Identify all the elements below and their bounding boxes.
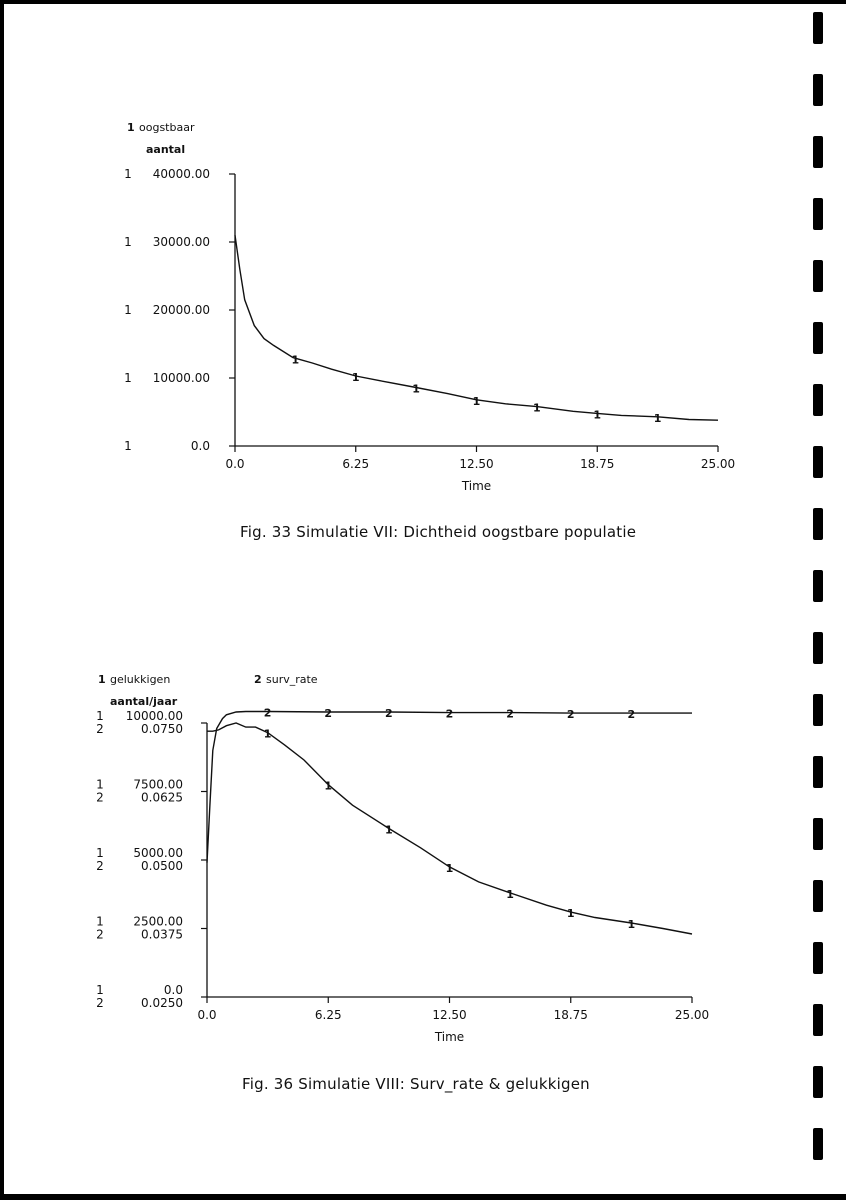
- x-tick-label: 6.25: [314, 1008, 342, 1022]
- y-tick-label: 10000.00: [125, 709, 183, 723]
- y-axis-marker: 1: [124, 303, 132, 317]
- y-axis-marker: 1: [124, 167, 132, 181]
- y-axis-marker: 2: [96, 927, 104, 942]
- series-point-marker: 2: [627, 708, 636, 722]
- series-point-marker: 1: [291, 353, 300, 367]
- y-axis-marker: 1: [124, 439, 132, 453]
- series-point-marker: 1: [263, 727, 272, 741]
- y-axis-marker: 1: [96, 709, 104, 723]
- series-point-marker: 2: [566, 708, 575, 722]
- series-point-marker: 2: [263, 706, 272, 720]
- y-tick-label: 7500.00: [133, 777, 183, 792]
- series-point-marker: 1: [445, 861, 454, 875]
- x-tick-label: 25.00: [700, 457, 736, 471]
- x-tick-label: 0.0: [197, 1008, 217, 1022]
- x-tick-label: 12.50: [432, 1008, 467, 1022]
- series-point-marker: 1: [506, 887, 514, 901]
- chart-oogstbaar: [0, 0, 846, 560]
- y-axis-label: aantal/jaar: [110, 695, 178, 708]
- series-point-marker: 1: [627, 918, 636, 932]
- y-axis-marker: 1: [96, 914, 104, 929]
- series-point-marker: 2: [324, 707, 333, 721]
- y-axis-label: aantal: [146, 143, 186, 156]
- x-tick-label: 0.0: [225, 457, 245, 471]
- figure-caption: Fig. 36 Simulatie VIII: Surv_rate & gelukkigen: [242, 1075, 590, 1093]
- legend-label: gelukkigen: [110, 673, 171, 686]
- series-point-marker: 1: [533, 401, 541, 415]
- y-axis-marker: 2: [96, 859, 104, 873]
- series-point-marker: 1: [566, 907, 575, 921]
- y-tick-label: 2500.00: [133, 914, 183, 929]
- series-point-marker: 1: [324, 779, 333, 793]
- series-point-marker: 1: [593, 408, 602, 422]
- x-tick-label: 18.75: [580, 457, 615, 471]
- y-axis-marker: 1: [124, 371, 132, 385]
- legend-marker: 1: [98, 673, 106, 686]
- x-axis-label: Time: [461, 479, 492, 493]
- series-point-marker: 1: [653, 411, 662, 425]
- y-axis-marker: 1: [96, 846, 104, 860]
- series-point-marker: 1: [472, 394, 481, 408]
- series-point-marker: 2: [506, 707, 514, 721]
- y-axis-marker: 2: [96, 996, 104, 1010]
- figure-caption: Fig. 33 Simulatie VII: Dichtheid oogstbare populatie: [240, 523, 637, 541]
- binding-ring: [813, 570, 823, 602]
- y-axis-marker: 2: [96, 790, 104, 805]
- y-tick-label: 5000.00: [133, 846, 183, 860]
- x-axis-label: Time: [434, 1030, 465, 1044]
- series-point-marker: 1: [351, 370, 360, 384]
- series-point-marker: 2: [445, 707, 454, 721]
- x-tick-label: 6.25: [342, 457, 370, 471]
- legend-label: surv_rate: [266, 673, 318, 686]
- chart-surv-rate-gelukkigen: [0, 600, 846, 1200]
- series-line-surv-rate: [207, 712, 692, 863]
- legend-marker: 2: [254, 673, 262, 686]
- y-axis-marker: 1: [96, 983, 104, 997]
- y-tick-label: 0.0: [190, 439, 210, 453]
- y-tick-label: 0.0500: [141, 859, 183, 873]
- series-line-gelukkigen: [207, 723, 692, 934]
- y-tick-label: 20000.00: [152, 303, 210, 317]
- y-tick-label: 0.0: [163, 983, 183, 997]
- series-point-marker: 2: [385, 707, 393, 721]
- y-axis-marker: 1: [96, 777, 104, 792]
- series-line-oogstbaar: [235, 235, 718, 420]
- y-tick-label: 0.0625: [141, 790, 183, 805]
- y-tick-label: 10000.00: [152, 371, 210, 385]
- y-tick-label: 40000.00: [152, 167, 210, 181]
- y-tick-label: 0.0375: [141, 927, 183, 942]
- y-tick-label: 30000.00: [152, 235, 210, 249]
- series-point-marker: 1: [385, 823, 393, 837]
- y-axis-marker: 1: [124, 235, 132, 249]
- y-tick-label: 0.0250: [141, 996, 183, 1010]
- y-tick-label: 0.0750: [141, 722, 183, 736]
- x-tick-label: 18.75: [553, 1008, 588, 1022]
- x-tick-label: 12.50: [459, 457, 494, 471]
- x-tick-label: 25.00: [674, 1008, 710, 1022]
- y-axis-marker: 2: [96, 722, 104, 736]
- legend-marker: 1: [127, 121, 135, 134]
- series-point-marker: 1: [412, 382, 420, 396]
- legend-label: oogstbaar: [139, 121, 195, 134]
